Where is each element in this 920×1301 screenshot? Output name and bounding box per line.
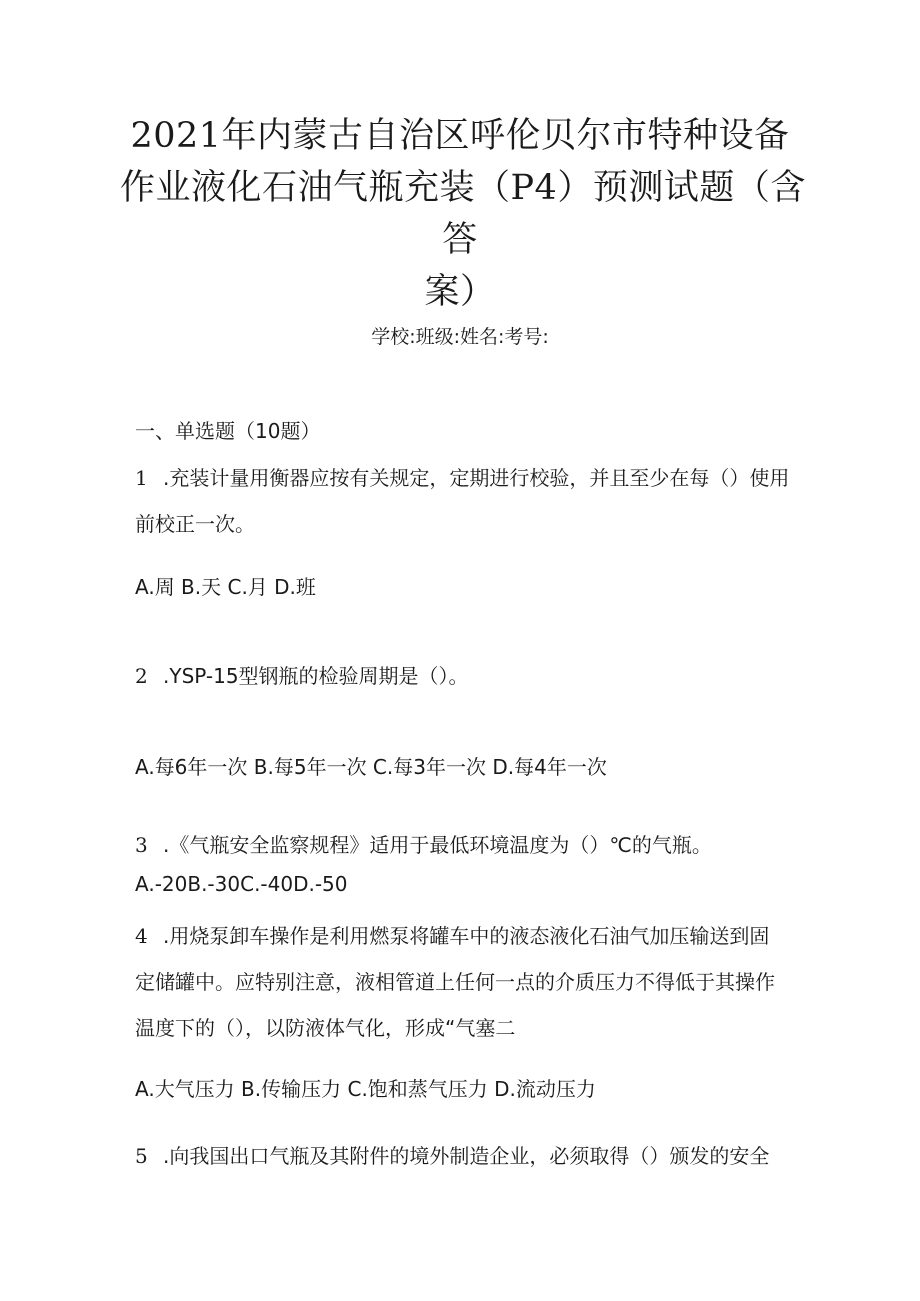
student-info-line: 学校:班级:姓名:考号: [371, 326, 549, 348]
question-5 [135, 1133, 795, 1179]
question-number: 3 [135, 833, 148, 857]
question-3 [135, 822, 795, 868]
question-number: 2 [135, 664, 148, 688]
question-text-line: .YSP-15型钢瓶的检验周期是（）。 [163, 664, 469, 688]
question-text-line: .用烧泵卸车操作是利用燃泵将罐车中的液态液化石油气加压输送到固 [163, 924, 770, 948]
question-2-options: A.每6年一次 B.每5年一次 C.每3年一次 D.每4年一次 [135, 755, 607, 779]
document-title [120, 110, 806, 318]
question-number: 4 [135, 924, 148, 948]
question-3-options: A.-20B.-30C.-40D.-50 [135, 872, 348, 896]
question-text-line: .《气瓶安全监察规程》适用于最低环境温度为（）℃的气瓶。 [163, 833, 712, 857]
title-line-3: 答 [442, 220, 478, 260]
question-1 [135, 455, 795, 547]
title-line-1: 2021年内蒙古自治区呼伦贝尔市特种设备 [130, 116, 790, 156]
question-text-line: 前校正一次。 [135, 512, 255, 536]
question-number: 1 [135, 466, 148, 490]
question-text-line: 温度下的（），以防液体气化，形成“气塞二 [135, 1016, 516, 1040]
title-line-4: 案） [424, 272, 496, 312]
question-text-line: .向我国出口气瓶及其附件的境外制造企业，必须取得（）颁发的安全 [163, 1144, 770, 1168]
question-4-options: A.大气压力 B.传输压力 C.饱和蒸气压力 D.流动压力 [135, 1077, 596, 1101]
question-text-line: .充装计量用衡器应按有关规定，定期进行校验，并且至少在每（）使用 [163, 466, 790, 490]
question-4 [135, 913, 795, 1051]
section-heading: 一、单选题（10题） [135, 419, 321, 443]
question-1-options: A.周 B.天 C.月 D.班 [135, 575, 316, 599]
question-2 [135, 653, 795, 699]
title-line-2: 作业液化石油气瓶充装（P4）预测试题（含 [120, 168, 806, 208]
question-number: 5 [135, 1144, 148, 1168]
question-text-line: 定储罐中。应特别注意，液相管道上任何一点的介质压力不得低于其操作 [135, 970, 775, 994]
